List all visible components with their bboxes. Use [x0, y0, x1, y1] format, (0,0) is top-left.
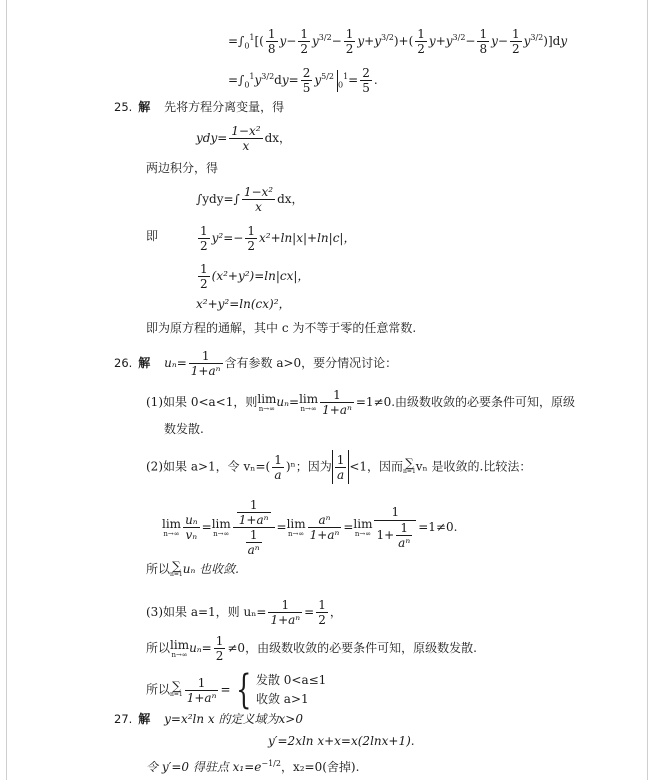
- summary-cases: 所以 ∑ n=1 $\frac{1}{\text{1+aⁿ}}$ = { 发散 0<a≤1 收敛 a>1: [146, 667, 327, 713]
- derivative-line: y′=2xln x+x=x(2lnx+1).: [268, 734, 415, 748]
- integrate-text: 两边积分，得: [146, 161, 219, 175]
- eq-result-3: x²+y²=ln(cx)²，: [196, 297, 291, 311]
- eq-result-1: $\frac{1}{2}$ y²=− $\frac{1}{2}$ x²+ln|x|+ln|c|，: [200, 224, 356, 253]
- so-converge: 所以 ∑ n=1 uₙ 也收敛.: [146, 558, 239, 578]
- problem-25-header: 25. 解 先将方程分离变量，得: [114, 100, 285, 114]
- problem-26-header: 26. 解 uₙ= $\frac{1}{\text{1+aⁿ}}$ 含有参数 a>0，要分情况讨论：: [114, 349, 398, 378]
- case-2-line: (2)如果 a>1，令 vₙ=( $\frac{1}{a}$ )ⁿ；因为 $\frac{1}{a}$ <1，因而 ∑ n=1 vₙ 是收敛的.比较法：: [146, 450, 531, 484]
- continuation-line-2: $=\int_0^1y^{3/2}dy=$ $\frac{2}{5}$ $y^{5/2}_0^1=$ $\frac{2}{5}$ .: [228, 66, 378, 95]
- eq-result-2: $\frac{1}{2}$ (x²+y²)=ln|cx|，: [200, 262, 310, 291]
- eq-integral: ∫ydy=∫ $\frac{\text{1−x²}}{x}$ dx，: [196, 185, 304, 214]
- continuation-line-1: $=\int_0^1$[( $\frac{1}{8}$ y− $\frac{1}{2}$ $y^{3/2}-$ $\frac{1}{2}$ $y+y^{3/2})+$( $\frac{1}{2}$ $y+y^{3/2}-$ $\frac{1}{8}$ y− $\frac{1}{2}$ $y^{3/2})]dy$: [228, 27, 568, 56]
- problem-27-header: 27. 解 y=x²ln x 的定义域为x>0: [114, 712, 303, 726]
- case-1-line: (1)如果 0<a<1，则lim n→∞ uₙ=lim n→∞ $\frac{1}{\text{1+aⁿ}}$ =1≠0.由级数收敛的必要条件可知，原级: [146, 388, 576, 417]
- conclusion-25: 即为原方程的通解，其中 c 为不等于零的任意常数.: [146, 321, 417, 335]
- case-1-cont: 数发散.: [164, 422, 204, 436]
- case-3-line: (3)如果 a=1，则 uₙ= $\frac{1}{\text{1+aⁿ}}$ = $\frac{1}{2}$ ，: [146, 598, 342, 627]
- so-diverge: 所以lim n→∞ uₙ= $\frac{1}{2}$ ≠0，由级数收敛的必要条件可知，原级数发散.: [146, 634, 477, 663]
- stationary-point-line: 令 y′=0 得驻点 $x_1=e^{-1/2}$，x₂=0(舍掉).: [146, 759, 360, 774]
- limit-comparison: lim n→∞ $\frac{\text{uₙ}}{\text{vₙ}}$ =lim n→∞ $\frac{\frac{1}{\text{1+aⁿ}}}{\frac{1}{\text{aⁿ}}}$ =lim n→∞ $\frac{\text{aⁿ}}{\text{1+aⁿ}}$ =lim n→∞ 1 1+ $\frac{1}{\text{aⁿ}}$ =1≠0.: [162, 498, 458, 557]
- eq-separation: ydy= $\frac{\text{1−x²}}{x}$ dx，: [196, 124, 292, 153]
- right-border: [647, 0, 648, 780]
- ji-label: 即: [146, 229, 159, 243]
- left-border: [6, 0, 7, 780]
